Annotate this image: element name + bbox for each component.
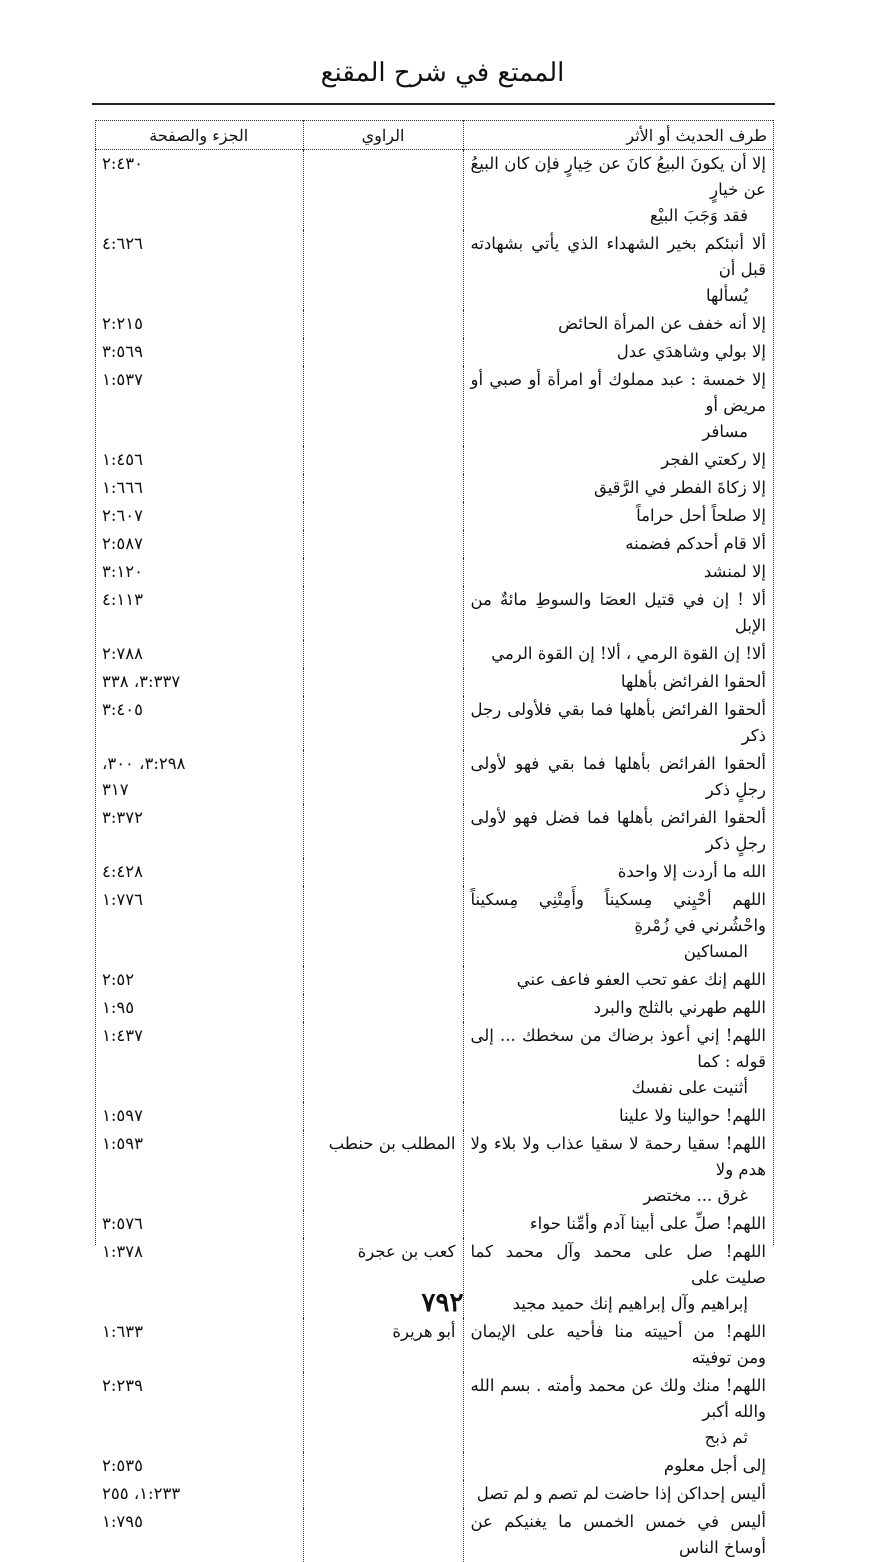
ref-cell: ١:٤٣٧	[95, 1022, 303, 1102]
hadith-text: اللهم! صل على محمد وآل محمد كما صليت على	[471, 1242, 767, 1287]
hadith-cell	[463, 1372, 773, 1452]
hadith-text-continuation: ثم ذبح	[471, 1425, 767, 1451]
rawi-cell	[303, 696, 463, 750]
table-row	[95, 696, 773, 750]
ref-cell: ٢:٤٣٠	[95, 150, 303, 231]
hadith-text: ألا أنبئكم بخير الشهداء الذي يأتي بشهادته قبل أن	[471, 234, 767, 279]
ref-text: ٣:٢٩٨، ٣٠٠،	[102, 754, 186, 773]
hadith-text: إلا خمسة : عبد مملوك أو امرأة أو صبي أو مريض أو	[471, 370, 767, 415]
table-row	[95, 804, 773, 858]
hadith-cell	[463, 668, 773, 696]
ref-cell: ٣:٥٧٦	[95, 1210, 303, 1238]
ref-cell: ٤:٦٢٦	[95, 230, 303, 310]
hadith-text: اللهم! من أحييته منا فأحيه على الإيمان ومن توفيته	[471, 1322, 767, 1367]
hadith-text-continuation: فقد وَجَبَ البيْع	[471, 203, 767, 229]
hadith-text: اللهم! حوالينا ولا علينا	[619, 1106, 766, 1125]
rawi-cell	[303, 530, 463, 558]
rawi-cell	[303, 150, 463, 231]
ref-cell: ٢:٥٣٥	[95, 1452, 303, 1480]
rawi-cell: أبو هريرة	[303, 1318, 463, 1372]
table-row	[95, 1452, 773, 1480]
hadith-text: ألحقوا الفرائض بأهلها فما فضل فهو لأولى رجلٍ ذكر	[471, 808, 767, 853]
ref-cell	[95, 750, 303, 804]
table-row	[95, 858, 773, 886]
hadith-text-continuation: غرق ... مختصر	[471, 1183, 767, 1209]
hadith-text: أليس إحداكن إذا حاضت لم تصم و لم تصل	[477, 1484, 766, 1503]
hadith-cell	[463, 230, 773, 310]
hadith-text: اللهم إنك عفو تحب العفو فاعف عني	[517, 970, 766, 989]
rawi-cell	[303, 1210, 463, 1238]
ref-cell: ٢:٥٨٧	[95, 530, 303, 558]
table-row	[95, 640, 773, 668]
table-row	[95, 1508, 773, 1562]
table-row	[95, 474, 773, 502]
rawi-cell	[303, 502, 463, 530]
rawi-cell	[303, 1480, 463, 1508]
rawi-cell: المطلب بن حنطب	[303, 1130, 463, 1210]
ref-cell: ١:٧٧٦	[95, 886, 303, 966]
table-row	[95, 886, 773, 966]
table-row	[95, 668, 773, 696]
ref-cell: ٤:١١٣	[95, 586, 303, 640]
ref-cell: ٢:٢٣٩	[95, 1372, 303, 1452]
rawi-cell	[303, 640, 463, 668]
hadith-text: ألحقوا الفرائض بأهلها	[621, 672, 766, 691]
table-row	[95, 966, 773, 994]
rawi-cell	[303, 804, 463, 858]
hadith-cell	[463, 1452, 773, 1480]
ref-text-continuation: ٣١٧	[102, 780, 129, 799]
hadith-cell	[463, 474, 773, 502]
rawi-cell	[303, 310, 463, 338]
table-row	[95, 750, 773, 804]
hadith-cell	[463, 1210, 773, 1238]
rawi-cell	[303, 366, 463, 446]
table-row	[95, 310, 773, 338]
hadith-text: اللهم! صلِّ على أبينا آدم وأمِّنا حواء	[530, 1214, 766, 1233]
hadith-cell	[463, 1130, 773, 1210]
hadith-cell	[463, 1022, 773, 1102]
header-rule	[92, 103, 775, 105]
rawi-cell	[303, 886, 463, 966]
hadith-text: إلا صلحاً أحل حراماً	[636, 506, 766, 525]
ref-cell: ١:٥٩٣	[95, 1130, 303, 1210]
ref-cell: ١:٢٣٣، ٢٥٥	[95, 1480, 303, 1508]
table-border-right	[773, 120, 775, 1245]
table-row	[95, 150, 773, 231]
ref-cell: ٢:٧٨٨	[95, 640, 303, 668]
hadith-text-continuation: يُسألها	[471, 283, 767, 309]
hadith-cell	[463, 310, 773, 338]
ref-cell: ٤:٤٢٨	[95, 858, 303, 886]
table-body	[95, 150, 773, 1562]
hadith-text: إلا أن يكونَ البيعُ كانَ عن خِيارٍ فإن كان البيعُ عن خيارٍ	[471, 154, 767, 199]
ref-cell: ٢:٦٠٧	[95, 502, 303, 530]
table-row	[95, 1318, 773, 1372]
table-row	[95, 1022, 773, 1102]
hadith-text: اللهم طهرني بالثلج والبرد	[594, 998, 766, 1017]
hadith-cell	[463, 150, 773, 231]
table-row	[95, 366, 773, 446]
rawi-cell	[303, 1372, 463, 1452]
rawi-cell	[303, 668, 463, 696]
hadith-text-continuation: مسافر	[471, 419, 767, 445]
hadith-cell	[463, 886, 773, 966]
hadith-cell	[463, 530, 773, 558]
rawi-cell	[303, 338, 463, 366]
hadith-cell	[463, 1318, 773, 1372]
hadith-text: اللهم أحْيِني مِسكيناً وأَمِتْنِي مِسكيناً واحْشُرني في زُمْرةِ	[471, 890, 767, 935]
rawi-cell	[303, 446, 463, 474]
hadith-text: ألا ! إن في قتيل العصَا والسوطِ مائةٌ من الإبل	[471, 590, 767, 635]
hadith-text: إلا لمنشد	[704, 562, 766, 581]
hadith-text: إلا أنه خفف عن المرأة الحائض	[558, 314, 766, 333]
column-header-ref: الجزء والصفحة	[95, 121, 303, 150]
table-row	[95, 1130, 773, 1210]
rawi-cell	[303, 1102, 463, 1130]
ref-cell: ٣:١٢٠	[95, 558, 303, 586]
rawi-cell	[303, 858, 463, 886]
table-row	[95, 530, 773, 558]
table-row	[95, 586, 773, 640]
table-row	[95, 502, 773, 530]
ref-cell: ١:٦٦٦	[95, 474, 303, 502]
table-row	[95, 1102, 773, 1130]
hadith-cell	[463, 558, 773, 586]
ref-cell: ١:٤٥٦	[95, 446, 303, 474]
table-row	[95, 446, 773, 474]
hadith-text-continuation: إبراهيم وآل إبراهيم إنك حميد مجيد	[471, 1291, 767, 1317]
rawi-cell	[303, 230, 463, 310]
hadith-cell	[463, 1102, 773, 1130]
hadith-text: ألحقوا الفرائض بأهلها فما بقي فهو لأولى رجلٍ ذكر	[471, 754, 767, 799]
page-title: الممتع في شرح المقنع	[0, 58, 885, 88]
ref-cell: ١:٩٥	[95, 994, 303, 1022]
hadith-text: إلى أجل معلوم	[664, 1456, 766, 1475]
column-header-hadith: طرف الحديث أو الأثر	[463, 121, 773, 150]
hadith-cell	[463, 366, 773, 446]
hadith-text: أليس في خمس الخمس ما يغنيكم عن أوساخ الناس	[471, 1512, 767, 1557]
hadith-cell	[463, 502, 773, 530]
ref-cell: ١:٣٧٨	[95, 1238, 303, 1318]
hadith-text-continuation: المساكين	[471, 939, 767, 965]
table-row	[95, 338, 773, 366]
hadith-text: اللهم! منك ولك عن محمد وأمته . بسم الله والله أكبر	[471, 1376, 767, 1421]
ref-cell: ٣:٣٧٢	[95, 804, 303, 858]
ref-cell: ٣:٤٠٥	[95, 696, 303, 750]
hadith-cell	[463, 696, 773, 750]
hadith-text-continuation: أثنيت على نفسك	[471, 1075, 767, 1101]
hadith-text: ألحقوا الفرائض بأهلها فما بقي فلأولى رجل ذكر	[471, 700, 767, 745]
rawi-cell	[303, 1452, 463, 1480]
ref-cell: ٣:٣٣٧، ٣٣٨	[95, 668, 303, 696]
rawi-cell	[303, 750, 463, 804]
table-row	[95, 1480, 773, 1508]
ref-cell: ١:٥٩٧	[95, 1102, 303, 1130]
hadith-cell	[463, 640, 773, 668]
hadith-text: إلا زكاةَ الفطر في الرَّقيق	[594, 478, 766, 497]
rawi-cell	[303, 558, 463, 586]
column-header-rawi: الراوي	[303, 121, 463, 150]
ref-cell: ٢:٢١٥	[95, 310, 303, 338]
hadith-text: ألا قام أحدكم فضمنه	[625, 534, 766, 553]
hadith-text: الله ما أردت إلا واحدة	[618, 862, 766, 881]
hadith-text: اللهم! إني أعوذ برضاك من سخطك ... إلى قوله : كما	[471, 1026, 767, 1071]
rawi-cell	[303, 474, 463, 502]
table-row	[95, 230, 773, 310]
table-row	[95, 994, 773, 1022]
ref-cell: ٣:٥٦٩	[95, 338, 303, 366]
ref-cell: ١:٥٣٧	[95, 366, 303, 446]
rawi-cell: كعب بن عجرة	[303, 1238, 463, 1318]
hadith-cell	[463, 1508, 773, 1562]
hadith-cell	[463, 338, 773, 366]
hadith-text: إلا بولي وشاهدَي عدل	[617, 342, 766, 361]
rawi-cell	[303, 994, 463, 1022]
hadith-index-table	[95, 120, 773, 1245]
hadith-text: اللهم! سقيا رحمة لا سقيا عذاب ولا بلاء ولا هدم ولا	[471, 1134, 767, 1179]
hadith-cell	[463, 750, 773, 804]
rawi-cell	[303, 966, 463, 994]
hadith-text: ألا! إن القوة الرمي ، ألا! إن القوة الرمي	[491, 644, 766, 663]
hadith-cell	[463, 1480, 773, 1508]
table-row	[95, 1210, 773, 1238]
hadith-cell	[463, 994, 773, 1022]
ref-cell: ١:٦٣٣	[95, 1318, 303, 1372]
ref-cell: ١:٧٩٥	[95, 1508, 303, 1562]
hadith-cell	[463, 858, 773, 886]
rawi-cell	[303, 586, 463, 640]
table-row	[95, 558, 773, 586]
rawi-cell	[303, 1022, 463, 1102]
table-row	[95, 1372, 773, 1452]
hadith-cell	[463, 966, 773, 994]
page-number: ٧٩٢	[0, 1288, 885, 1318]
hadith-cell	[463, 586, 773, 640]
hadith-cell	[463, 804, 773, 858]
ref-cell: ٢:٥٢	[95, 966, 303, 994]
hadith-cell	[463, 446, 773, 474]
table-header-row	[95, 121, 773, 150]
rawi-cell	[303, 1508, 463, 1562]
hadith-text: إلا ركعتي الفجر	[661, 450, 766, 469]
